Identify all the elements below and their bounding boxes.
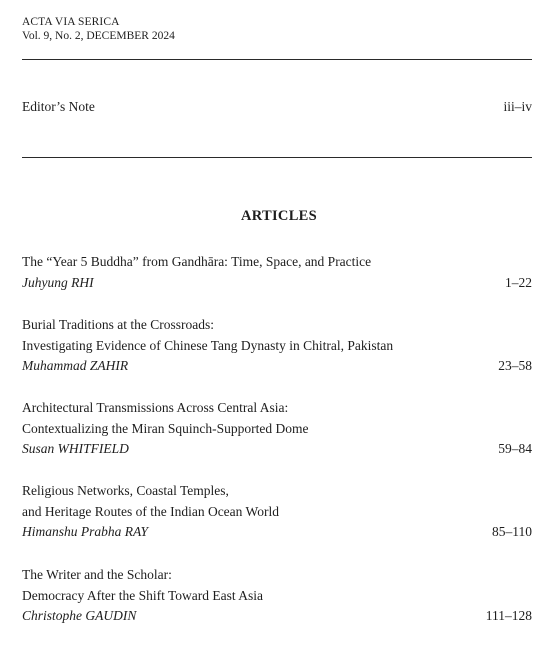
article-entry[interactable] xyxy=(22,481,532,543)
article-title-line: Burial Traditions at the Crossroads: xyxy=(22,317,214,332)
editors-note-row[interactable] xyxy=(22,99,532,115)
article-title-line: Contextualizing the Miran Squinch-Supported Dome xyxy=(22,420,309,436)
journal-name: ACTA VIA SERICA xyxy=(22,16,120,28)
article-entry[interactable] xyxy=(22,398,532,460)
article-pages: 59–84 xyxy=(498,441,532,456)
section-title: ARTICLES xyxy=(240,208,318,224)
bottom-divider xyxy=(22,157,532,158)
journal-issue: Vol. 9, No. 2, DECEMBER 2024 xyxy=(22,30,175,42)
journal-header xyxy=(22,15,175,43)
article-title-line: Democracy After the Shift Toward East Asia xyxy=(22,587,263,603)
article-author: Muhammad ZAHIR xyxy=(22,358,129,373)
article-pages: 111–128 xyxy=(485,608,532,623)
editors-note-pages: iii–iv xyxy=(503,99,532,114)
article-title-line: Investigating Evidence of Chinese Tang Dynasty in Chitral, Pakistan xyxy=(22,337,394,353)
article-author: Christophe GAUDIN xyxy=(22,608,137,623)
article-pages: 1–22 xyxy=(505,274,532,290)
article-title-line: Religious Networks, Coastal Temples, xyxy=(22,483,229,498)
article-author: Himanshu Prabha RAY xyxy=(22,524,149,539)
article-pages: 23–58 xyxy=(498,358,532,373)
article-title-line: and Heritage Routes of the Indian Ocean World xyxy=(22,503,279,519)
article-author: Susan WHITFIELD xyxy=(22,441,129,456)
article-pages: 85–110 xyxy=(492,524,532,539)
article-author: Juhyung RHI xyxy=(22,274,94,290)
top-divider xyxy=(22,59,532,60)
article-title-line: Architectural Transmissions Across Central Asia: xyxy=(22,400,289,415)
editors-note-label: Editor’s Note xyxy=(22,99,95,114)
article-entry[interactable] xyxy=(22,252,532,293)
article-title-line: The Writer and the Scholar: xyxy=(22,567,172,582)
article-title-line: The “Year 5 Buddha” from Gandhāra: Time, Space, and Practice xyxy=(22,254,372,269)
article-entry[interactable] xyxy=(22,565,532,627)
article-entry[interactable] xyxy=(22,315,532,377)
